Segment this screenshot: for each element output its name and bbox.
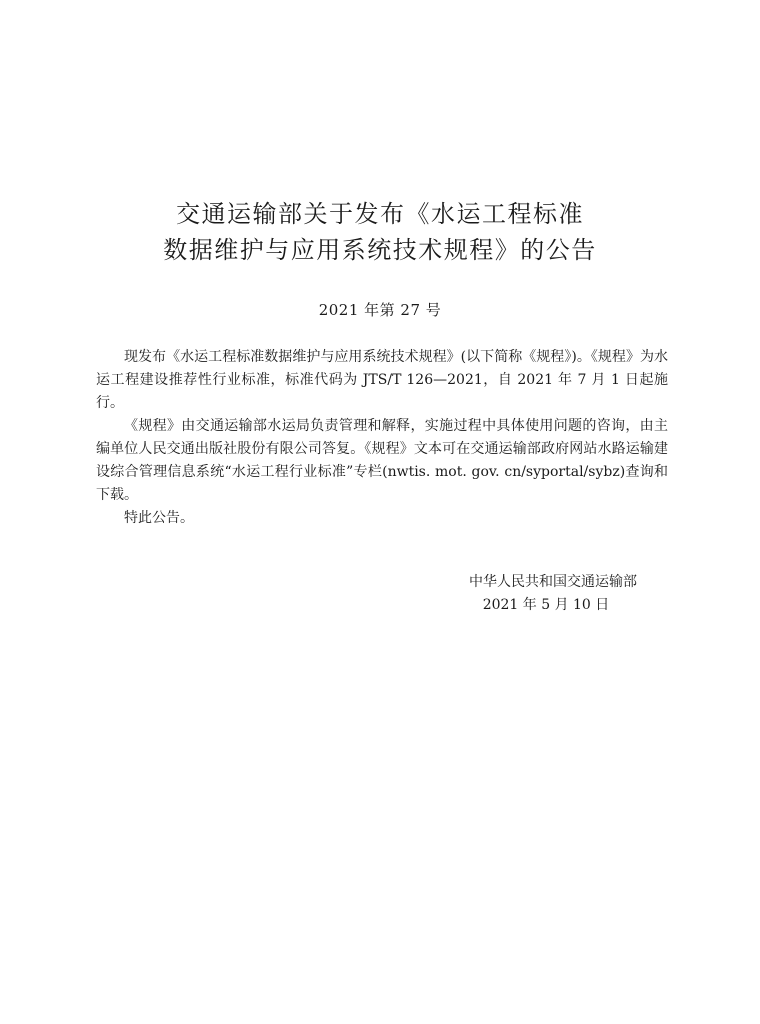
closing-remark: 特此公告。 (124, 510, 194, 526)
notice-title-line-2: 数据维护与应用系统技术规程》的公告 (163, 236, 597, 264)
body-paragraph-1: 现发布《水运工程标准数据维护与应用系统技术规程》(以下简称《规程》)。《规程》为水运工程建设推荐性行业标准，标准代码为 JTS/T 126—2021，自 2021 年 7 月 1 日起施行。 (96, 349, 668, 411)
issue-date: 2021 年 5 月 10 日 (482, 597, 610, 613)
body-paragraph-2: 《规程》由交通运输部水运局负责管理和解释，实施过程中具体使用问题的咨询，由主编单位人民交通出版社股份有限公司答复。《规程》文本可在交通运输部政府网站水路运输建设综合管理信息系统“水运工程行业标准”专栏(nwtis. mot. gov. cn/syportal/sybz)查询和下载。 (96, 418, 668, 503)
notice-title-line-1: 交通运输部关于发布《水运工程标准 (176, 200, 584, 228)
issuer-name: 中华人民共和国交通运输部 (469, 574, 637, 590)
document-number: 2021 年第 27 号 (318, 301, 442, 319)
notice-body (96, 346, 668, 530)
